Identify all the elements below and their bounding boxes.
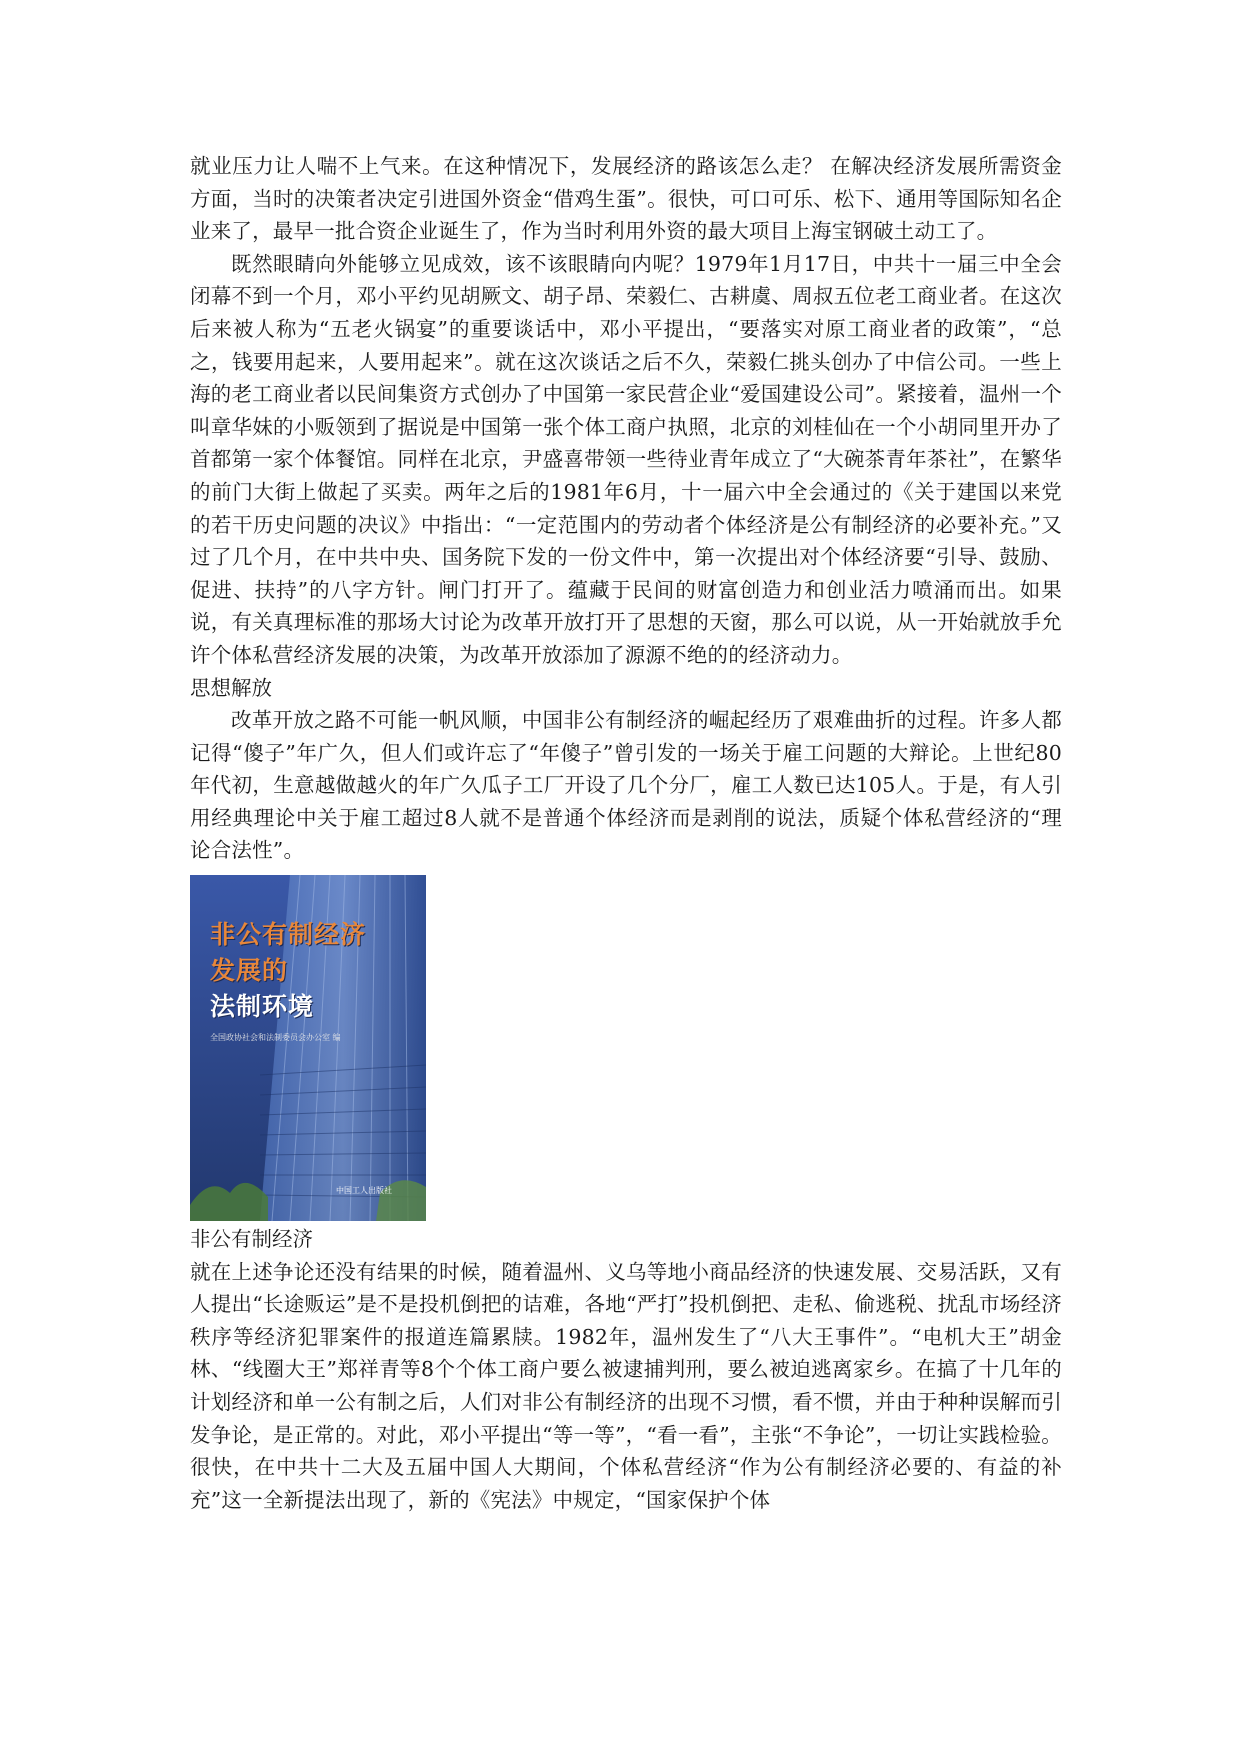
book-cover-image xyxy=(190,875,426,1221)
section-heading-non-public-economy: 非公有制经济 xyxy=(190,1227,313,1252)
section-heading-thought-liberation: 思想解放 xyxy=(190,675,272,700)
paragraph-intro: 就业压力让人喘不上气来。在这种情况下，发展经济的路该怎么走？ 在解决经济发展所需资金方面，当时的决策者决定引进国外资金“借鸡生蛋”。很快，可口可乐、松下、通用等国际知名企业来了，最早一批合资企业诞生了，作为当时利用外资的最大项目上海宝钢破土动工了。 xyxy=(190,154,1062,244)
paragraph-debate: 改革开放之路不可能一帆风顺，中国非公有制经济的崛起经历了艰难曲折的过程。许多人都记得“傻子”年广久，但人们或许忘了“年傻子”曾引发的一场关于雇工问题的大辩论。上世纪80年代初，生意越做越火的年广久瓜子工厂开设了几个分厂，雇工人数已达105人。于是，有人引用经典理论中关于雇工超过8人就不是普通个体经济而是剥削的说法，质疑个体私营经济的“理论合法性”。 xyxy=(190,708,1062,863)
document-page xyxy=(190,150,1062,1516)
paragraph-history: 既然眼睛向外能够立见成效，该不该眼睛向内呢？1979年1月17日，中共十一届三中全会闭幕不到一个月，邓小平约见胡厥文、胡子昂、荣毅仁、古耕虞、周叔五位老工商业者。在这次后来被人称为“五老火锅宴”的重要谈话中，邓小平提出，“要落实对原工商业者的政策”，“总之，钱要用起来，人要用起来”。就在这次谈话之后不久，荣毅仁挑头创办了中信公司。一些上海的老工商业者以民间集资方式创办了中国第一家民营企业“爱国建设公司”。紧接着，温州一个叫章华妹的小贩领到了据说是中国第一张个体工商户执照，北京的刘桂仙在一个小胡同里开办了首都第一家个体餐馆。同样在北京，尹盛喜带领一些待业青年成立了“大碗茶青年茶社”，在繁华的前门大街上做起了买卖。两年之后的1981年6月，十一届六中全会通过的《关于建国以来党的若干历史问题的决议》中指出：“一定范围内的劳动者个体经济是公有制经济的必要补充。”又过了几个月，在中共中央、国务院下发的一份文件中，第一次提出对个体经济要“引导、鼓励、促进、扶持”的八字方针。闸门打开了。蕴藏于民间的财富创造力和创业活力喷涌而出。如果说，有关真理标准的那场大讨论为改革开放打开了思想的天窗，那么可以说，从一开始就放手允许个体私营经济发展的决策，为改革开放添加了源源不绝的的经济动力。 xyxy=(190,251,1062,667)
cover-title-line2: 发展的 xyxy=(210,956,289,986)
cover-subtitle: 全国政协社会和法制委员会办公室 编 xyxy=(210,1033,341,1043)
cover-title-line3: 法制环境 xyxy=(210,992,315,1022)
paragraph-continued: 就在上述争论还没有结果的时候，随着温州、义乌等地小商品经济的快速发展、交易活跃，又有人提出“长途贩运”是不是投机倒把的诘难，各地“严打”投机倒把、走私、偷逃税、扰乱市场经济秩序等经济犯罪案件的报道连篇累牍。1982年，温州发生了“八大王事件”。“电机大王”胡金林、“线圈大王”郑祥青等8个个体工商户要么被逮捕判刑，要么被迫逃离家乡。在搞了十几年的计划经济和单一公有制之后，人们对非公有制经济的出现不习惯，看不惯，并由于种种误解而引发争论，是正常的。对此，邓小平提出“等一等”，“看一看”，主张“不争论”，一切让实践检验。很快，在中共十二大及五届中国人大期间，个体私营经济“作为公有制经济必要的、有益的补充”这一全新提法出现了，新的《宪法》中规定，“国家保护个体 xyxy=(190,1259,1062,1512)
cover-title-line1: 非公有制经济 xyxy=(210,920,367,950)
cover-publisher: 中国工人出版社 xyxy=(336,1186,392,1196)
